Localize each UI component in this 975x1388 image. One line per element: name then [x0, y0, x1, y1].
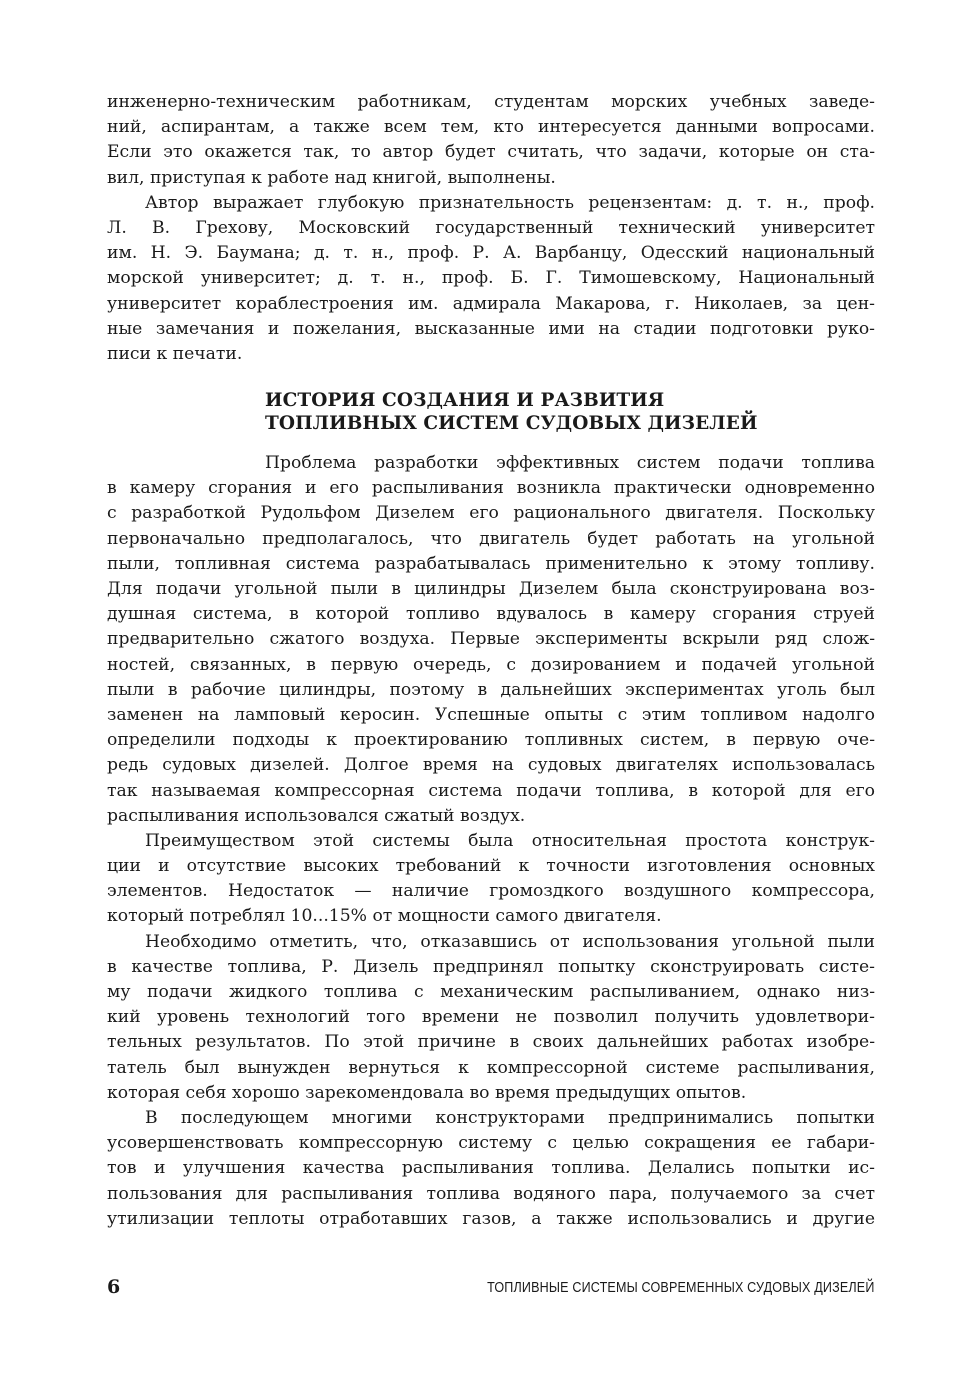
- text-line: Автор выражает глубокую признательность рецензентам: д. т. н., проф.: [145, 192, 875, 213]
- page-number: 6: [107, 1276, 121, 1298]
- text-line: морской университет; д. т. н., проф. Б. Г. Тимошевскому, Национальный: [107, 268, 875, 289]
- intro-paragraph: [107, 90, 875, 191]
- text-line: пыли в рабочие цилиндры, поэтому в дальнейших экспериментах уголь был: [107, 679, 875, 700]
- text-line: предварительно сжатого воздуха. Первые эксперименты вскрыли ряд слож-: [107, 629, 875, 650]
- text-line: определили подходы к проектированию топливных систем, в первую оче-: [107, 730, 875, 751]
- text-line: университет кораблестроения им. адмирала Макарова, г. Николаев, за цен-: [107, 293, 875, 314]
- text-line: Преимуществом этой системы была относительная простота конструк-: [145, 830, 875, 851]
- text-line: так называемая компрессорная система подачи топлива, в которой для его: [107, 780, 875, 801]
- text-line: с разработкой Рудольфом Дизелем его рационального двигателя. Поскольку: [107, 503, 875, 524]
- text-line: Проблема разработки эффективных систем подачи топлива: [265, 453, 875, 474]
- text-line: первоначально предполагалось, что двигатель будет работать на угольной: [107, 528, 875, 549]
- text-line: вил, приступая к работе над книгой, выполнены.: [107, 167, 556, 188]
- text-line: пользования для распыливания топлива водяного пара, получаемого за счет: [107, 1183, 875, 1204]
- text-line: татель был вынужден вернуться к компрессорной системе распыливания,: [107, 1057, 875, 1078]
- text-line: му подачи жидкого топлива с механическим распыливанием, однако низ-: [107, 982, 875, 1002]
- section-heading: [265, 389, 875, 435]
- text-line: Если это окажется так, то автор будет считать, что задачи, которые он ста-: [107, 142, 875, 163]
- text-line: ний, аспирантам, а также всем тем, кто интересуется данными вопросами.: [107, 117, 875, 138]
- text-line: утилизации теплоты отработавших газов, а также использовались и другие: [107, 1208, 875, 1229]
- text-line: Необходимо отметить, что, отказавшись от использования угольной пыли: [145, 931, 875, 952]
- text-line: усовершенствовать компрессорную систему с целью сокращения ее габари-: [107, 1133, 875, 1154]
- page-body: [107, 90, 875, 1232]
- text-line: тов и улучшения качества распыливания топлива. Делались попытки ис-: [107, 1158, 875, 1179]
- section-heading-line: ИСТОРИЯ СОЗДАНИЯ И РАЗВИТИЯ: [265, 390, 665, 412]
- text-line: Л. В. Грехову, Московский государственный технический университет: [107, 217, 875, 238]
- text-line: В последующем многими конструкторами предпринимались попытки: [145, 1107, 875, 1128]
- text-line: редь судовых дизелей. Долгое время на судовых двигателях использовалась: [107, 755, 875, 776]
- text-line: ностей, связанных, в первую очередь, с дозированием и подачей угольной: [107, 654, 875, 675]
- text-line: писи к печати.: [107, 343, 243, 364]
- text-line: инженерно-техническим работникам, студентам морских учебных заведе-: [107, 92, 875, 112]
- text-line: который потреблял 10...15% от мощности самого двигателя.: [107, 906, 662, 927]
- text-line: кий уровень технологий того времени не позволил получить удовлетвори-: [107, 1007, 875, 1028]
- section-paragraph-2: [107, 829, 875, 930]
- section-paragraph-4: [107, 1106, 875, 1232]
- text-line: тельных результатов. По этой причине в своих дальнейших работах изобре-: [107, 1032, 875, 1053]
- text-line: элементов. Недостаток — наличие громоздкого воздушного компрессора,: [107, 881, 875, 902]
- text-line: душная система, в которой топливо вдувалось в камеру сгорания струей: [107, 604, 875, 625]
- text-line: пыли, топливная система разрабатывалась применительно к этому топливу.: [107, 553, 875, 574]
- text-line: распыливания использовался сжатый воздух.: [107, 805, 526, 826]
- section-heading-line: ТОПЛИВНЫХ СИСТЕМ СУДОВЫХ ДИЗЕЛЕЙ: [265, 413, 758, 435]
- text-line: Для подачи угольной пыли в цилиндры Дизелем была сконструирована воз-: [107, 579, 875, 599]
- text-line: в камеру сгорания и его распыливания возникла практически одновременно: [107, 478, 875, 499]
- text-line: заменен на ламповый керосин. Успешные опыты с этим топливом надолго: [107, 704, 875, 725]
- running-title: ТОПЛИВНЫЕ СИСТЕМЫ СОВРЕМЕННЫХ СУДОВЫХ ДИЗЕЛЕЙ: [487, 1280, 875, 1296]
- acknowledgement-paragraph: [107, 191, 875, 367]
- text-line: ции и отсутствие высоких требований к точности изготовления основных: [107, 856, 875, 877]
- text-line: ные замечания и пожелания, высказанные ими на стадии подготовки руко-: [107, 318, 875, 339]
- page-footer: [107, 1275, 875, 1299]
- text-line: которая себя хорошо зарекомендовала во время предыдущих опытов.: [107, 1082, 747, 1103]
- text-line: им. Н. Э. Баумана; д. т. н., проф. Р. А. Варбанцу, Одесский национальный: [107, 243, 875, 264]
- text-line: в качестве топлива, Р. Дизель предпринял попытку сконструировать систе-: [107, 956, 875, 977]
- section-paragraph-3: [107, 930, 875, 1106]
- section-paragraph-1: [107, 451, 875, 829]
